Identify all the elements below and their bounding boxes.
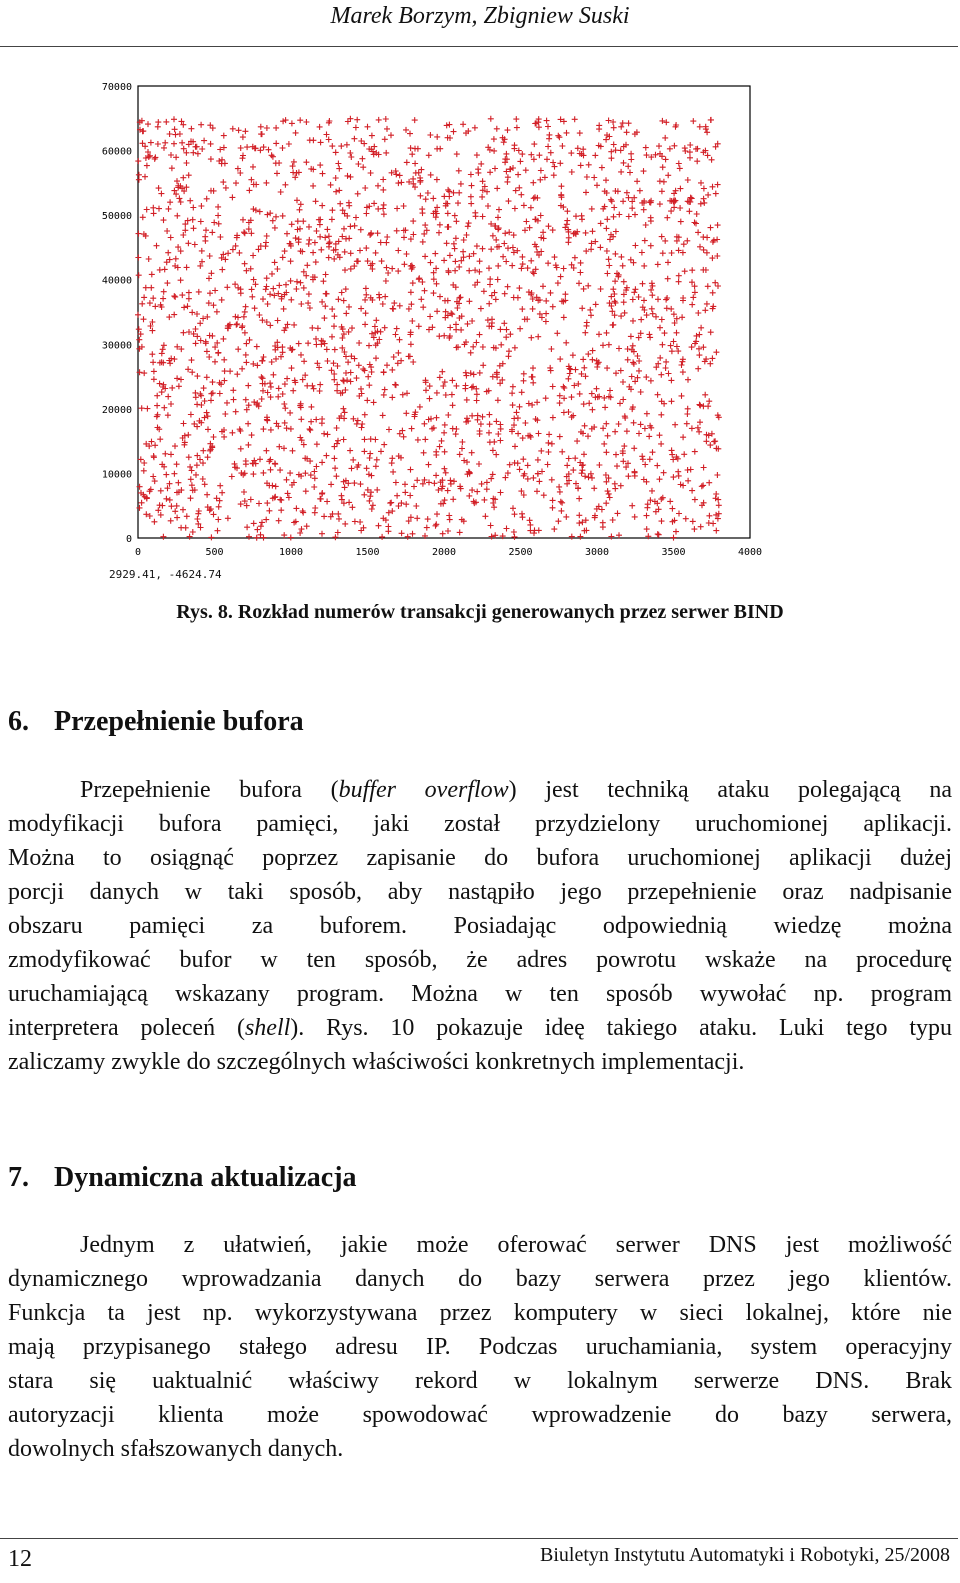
scatter-chart — [100, 78, 780, 568]
section-number: 7. — [8, 1162, 29, 1193]
line-fragment: ). Rys. 10 pokazuje ideę takiego ataku. Luki tego typu — [290, 1015, 952, 1041]
header-rule — [0, 46, 958, 47]
x-tick-label: 2500 — [508, 547, 533, 558]
line-fragment: Przepełnienie bufora ( — [80, 777, 339, 803]
x-tick-label: 2000 — [431, 547, 457, 558]
footer-rule — [0, 1538, 958, 1539]
y-tick-label: 10000 — [101, 469, 132, 481]
y-tick-label: 40000 — [101, 275, 132, 287]
italic-term: buffer overflow — [338, 777, 509, 803]
section-heading-6 — [8, 705, 304, 739]
x-tick-label: 3000 — [584, 547, 610, 558]
italic-term: shell — [244, 1015, 291, 1041]
x-tick-label: 1000 — [278, 547, 304, 558]
y-tick-label: 20000 — [101, 404, 132, 416]
section-6-paragraph — [8, 773, 952, 1079]
paragraph-line: porcji danych w taki sposób, aby nastąpiło jego przepełnienie oraz nadpisanie — [8, 879, 952, 905]
x-tick-label: 4000 — [737, 547, 763, 558]
figure-caption: Rys. 8. Rozkład numerów transakcji generowanych przez serwer BIND — [176, 601, 784, 623]
paragraph-line: zaliczamy zwykle do szczególnych właściwości konkretnych implementacji. — [8, 1049, 745, 1075]
paragraph-line: uruchamiającą wskazany program. Można w ten sposób wywołać np. program — [8, 981, 952, 1007]
paragraph-line: Można to osiągnąć poprzez zapisanie do bufora uruchomionej aplikacji dużej — [8, 845, 952, 871]
header-authors: Marek Borzym, Zbigniew Suski — [330, 3, 630, 29]
paragraph-line: dynamicznego wprowadzania danych do bazy serwera przez jego klientów. — [8, 1266, 952, 1292]
y-tick-label: 60000 — [101, 146, 132, 158]
section-title: Dynamiczna aktualizacja — [54, 1162, 357, 1193]
section-heading-7 — [8, 1161, 357, 1195]
paragraph-line: Funkcja ta jest np. wykorzystywana przez komputery w sieci lokalnej, które nie — [8, 1300, 952, 1326]
line-fragment: ) jest techniką ataku polegającą na — [508, 777, 952, 803]
page-number: 12 — [8, 1546, 32, 1572]
x-tick-label: 0 — [134, 547, 142, 558]
section-title: Przepełnienie bufora — [54, 706, 304, 737]
journal-name: Biuletyn Instytutu Automatyki i Robotyki, 25/2008 — [539, 1544, 950, 1566]
paragraph-line: dowolnych sfałszowanych danych. — [8, 1436, 344, 1462]
paragraph-line: Jednym z ułatwień, jakie może oferować serwer DNS jest możliwość — [80, 1232, 952, 1258]
paragraph-line: stara się uaktualnić właściwy rekord w lokalnym serwerze DNS. Brak — [8, 1368, 952, 1394]
y-axis-ticks — [102, 82, 132, 545]
paragraph-line — [8, 773, 952, 807]
section-7-paragraph — [8, 1228, 952, 1466]
section-number: 6. — [8, 706, 29, 737]
x-tick-label: 500 — [205, 547, 224, 558]
paragraph-line: mają przypisanego stałego adresu IP. Podczas uruchamiania, system operacyjny — [8, 1334, 952, 1360]
y-tick-label: 30000 — [101, 340, 132, 352]
y-tick-label: 0 — [125, 534, 132, 545]
y-tick-label: 70000 — [101, 82, 132, 93]
running-header — [0, 0, 960, 42]
paragraph-line: modyfikacji bufora pamięci, jaki został przydzielony uruchomionej aplikacji. — [8, 811, 952, 837]
x-tick-label: 3500 — [661, 547, 686, 558]
x-axis-ticks — [135, 547, 762, 558]
paragraph-line: autoryzacji klienta może spowodować wprowadzenie do bazy serwera, — [8, 1402, 952, 1428]
y-tick-label: 50000 — [101, 211, 132, 223]
line-fragment: interpretera poleceń ( — [8, 1015, 245, 1041]
page-footer — [0, 1538, 960, 1578]
x-tick-label: 1500 — [355, 547, 380, 558]
paragraph-line — [8, 1011, 952, 1045]
paragraph-line: zmodyfikować bufor w ten sposób, że adres powrotu wskaże na procedurę — [8, 947, 952, 973]
coordinate-readout: 2929.41, -4624.74 — [109, 568, 222, 581]
paragraph-line: obszaru pamięci za buforem. Posiadając odpowiednią wiedzę można — [8, 913, 952, 939]
